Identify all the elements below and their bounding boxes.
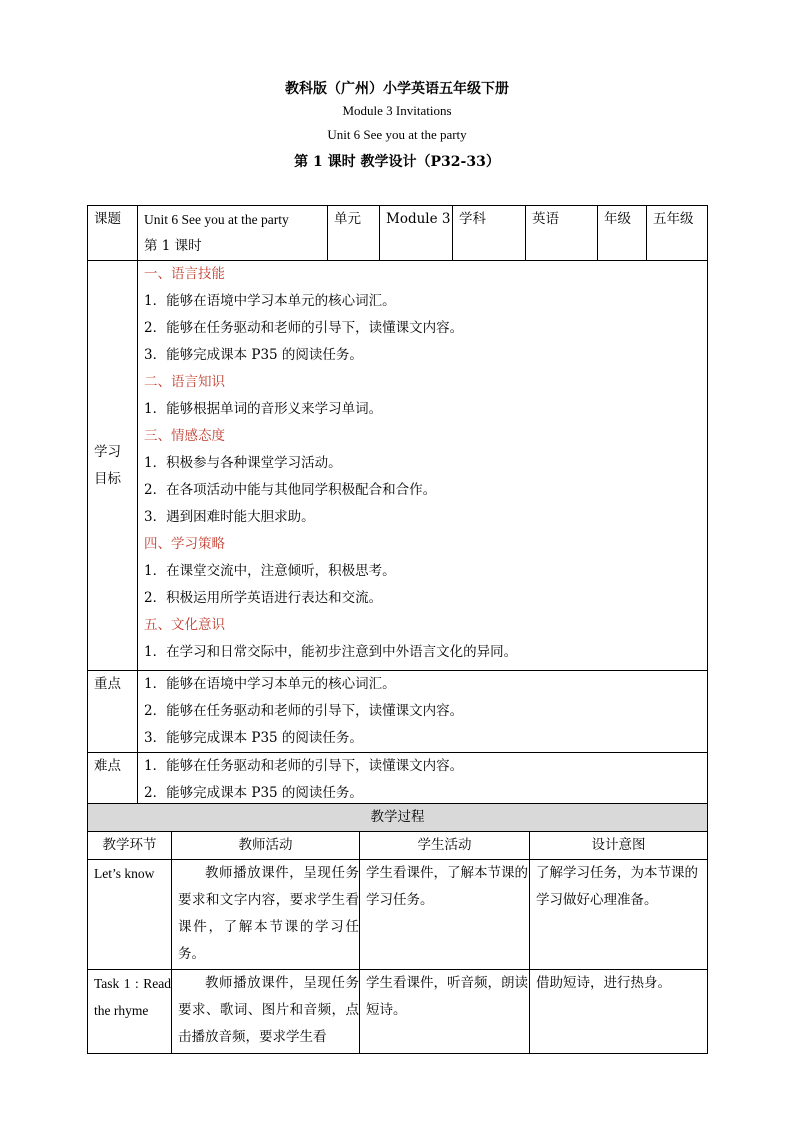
difficulty-item: 1．能够在任务驱动和老师的引导下，读懂课文内容。 <box>144 758 464 774</box>
objectives-section-title: 五、文化意识 <box>144 617 225 633</box>
objective-item: 2．积极运用所学英语进行表达和交流。 <box>144 590 383 606</box>
objective-item: 3．遇到困难时能大胆求助。 <box>144 509 315 525</box>
difficulties-label: 难点 <box>88 753 138 808</box>
key-points-label: 重点 <box>88 671 138 753</box>
objective-item: 2．在各项活动中能与其他同学积极配合和合作。 <box>144 482 437 498</box>
process-title: 教学过程 <box>88 804 708 832</box>
teacher-activity-cell: 教师播放课件，呈现任务要求和文字内容，要求学生看课件，了解本节课的学习任务。 <box>172 860 360 970</box>
topic-row <box>88 206 708 261</box>
objective-item: 1．在学习和日常交际中，能初步注意到中外语言文化的异同。 <box>144 644 518 660</box>
unit-label: 单元 <box>328 206 380 261</box>
unit-title: Unit 6 See you at the party <box>327 127 467 142</box>
process-header-row <box>88 832 708 860</box>
stage-cell: Let’s know <box>88 860 172 970</box>
key-points-row <box>88 671 708 753</box>
column-header: 教学环节 <box>88 832 172 860</box>
objectives-section-title: 三、情感态度 <box>144 428 225 444</box>
column-header: 学生活动 <box>360 832 530 860</box>
objectives-label-line1: 学习 <box>94 443 121 460</box>
key-points-content <box>138 671 708 753</box>
student-activity-cell: 学生看课件，了解本节课的学习任务。 <box>360 860 530 970</box>
objective-item: 1．积极参与各种课堂学习活动。 <box>144 455 342 471</box>
subject-value: 英语 <box>526 206 598 261</box>
unit-value: Module 3 <box>380 206 453 261</box>
topic-value <box>138 206 328 261</box>
column-header: 教师活动 <box>172 832 360 860</box>
topic-value-line1: Unit 6 See you at the party <box>144 212 289 227</box>
document-title: 教科版（广州）小学英语五年级下册 <box>285 81 509 97</box>
objectives-section-title: 一、语言技能 <box>144 266 225 282</box>
difficulties-row <box>88 753 708 808</box>
grade-value: 五年级 <box>647 206 708 261</box>
key-point-item: 3．能够完成课本 P35 的阅读任务。 <box>144 730 363 746</box>
process-row <box>88 860 708 970</box>
objectives-label <box>88 261 138 671</box>
objective-item: 1．在课堂交流中，注意倾听，积极思考。 <box>144 563 396 579</box>
topic-value-line2: 第 1 课时 <box>144 238 202 254</box>
stage-cell: Task 1 : Read the rhyme <box>88 970 172 1054</box>
objective-item: 2．能够在任务驱动和老师的引导下，读懂课文内容。 <box>144 320 464 336</box>
objective-item: 3．能够完成课本 P35 的阅读任务。 <box>144 347 363 363</box>
objectives-content <box>138 261 708 671</box>
subject-label: 学科 <box>453 206 526 261</box>
module-title: Module 3 Invitations <box>342 103 452 118</box>
design-intent-cell: 了解学习任务，为本节课的学习做好心理准备。 <box>530 860 708 970</box>
design-intent-cell: 借助短诗，进行热身。 <box>530 970 708 1054</box>
objective-item: 1．能够根据单词的音形义来学习单词。 <box>144 401 383 417</box>
objectives-row <box>88 261 708 671</box>
teacher-activity-cell: 教师播放课件，呈现任务要求、歌词、图片和音频，点击播放音频，要求学生看 <box>172 970 360 1054</box>
difficulties-content <box>138 753 708 808</box>
objectives-section-title: 二、语言知识 <box>144 374 225 390</box>
lesson-title: 第 1 课时 教学设计（P32-33） <box>294 154 500 170</box>
key-point-item: 1．能够在语境中学习本单元的核心词汇。 <box>144 676 396 692</box>
topic-label: 课题 <box>88 206 138 261</box>
objectives-label-line2: 目标 <box>94 470 121 487</box>
student-activity-cell: 学生看课件，听音频，朗读短诗。 <box>360 970 530 1054</box>
grade-label: 年级 <box>598 206 647 261</box>
objective-item: 1．能够在语境中学习本单元的核心词汇。 <box>144 293 396 309</box>
key-point-item: 2．能够在任务驱动和老师的引导下，读懂课文内容。 <box>144 703 464 719</box>
lesson-info-table <box>87 205 708 808</box>
objectives-section-title: 四、学习策略 <box>144 536 225 552</box>
column-header: 设计意图 <box>530 832 708 860</box>
teaching-process-table <box>87 803 708 1054</box>
difficulty-item: 2．能够完成课本 P35 的阅读任务。 <box>144 785 363 801</box>
process-row <box>88 970 708 1054</box>
